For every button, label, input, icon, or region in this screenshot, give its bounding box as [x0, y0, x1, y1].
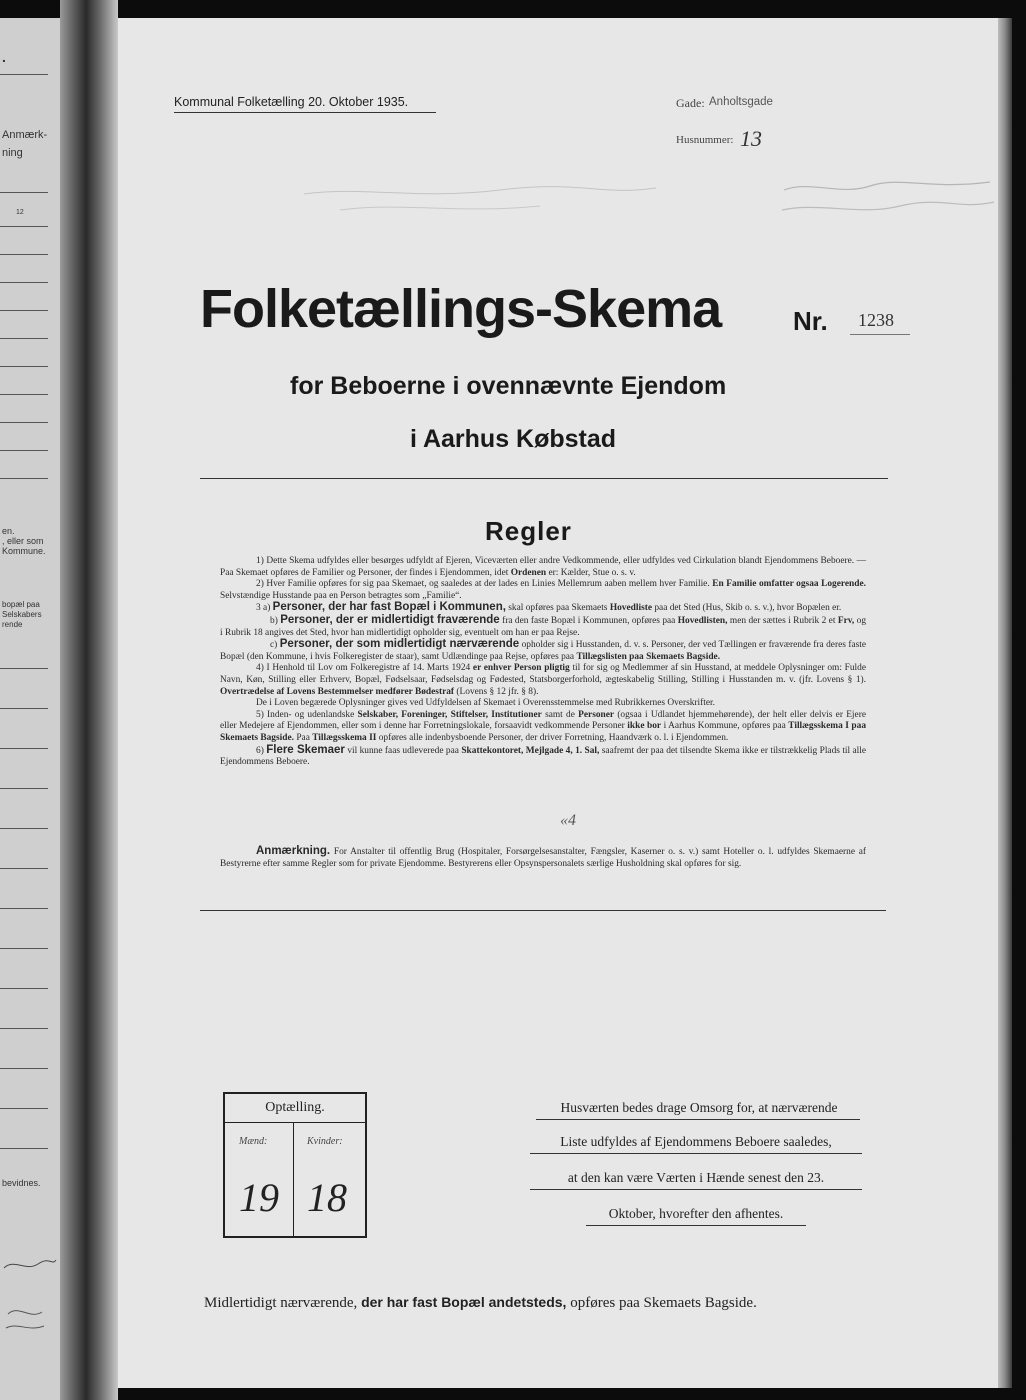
footer-note	[204, 1294, 884, 1312]
form-subtitle-1: for Beboerne i ovennævnte Ejendom	[290, 372, 727, 400]
rule-6: 6) Flere Skemaer vil kunne faas udleverede paa Skattekontoret, Mejlgade 4, 1. Sal, saafremt der paa det tilsendte Skema ikke er tilstrækkelig Plads til alle Ejendommens Beboere.	[220, 743, 867, 768]
left-page-rule	[0, 366, 48, 367]
left-page-rule	[0, 450, 48, 451]
left-page-handwriting	[0, 1228, 60, 1348]
rule-3b: b) Personer, der er midlertidigt fraværende fra den faste Bopæl i Kommunen, opføres paa Hovedlisten, men der sættes i Rubrik 2 et Frv, og i Rubrik 18 angives det Sted, hvor han midlertidigt opholder sig, eventuelt om han er paa Rejse.	[220, 613, 867, 638]
count-divider	[225, 1122, 365, 1123]
left-page-rule	[0, 282, 48, 283]
form-title: Folketællings-Skema	[200, 279, 722, 339]
form-nr-value: 1238	[858, 310, 894, 330]
left-page-rule	[0, 310, 48, 311]
left-page-rule	[0, 868, 48, 869]
left-page-rule	[0, 1148, 48, 1149]
left-page-rule	[0, 254, 48, 255]
form-nr-label: Nr.	[793, 306, 828, 336]
rule-3a: 3 a) Personer, der har fast Bopæl i Kommunen, skal opføres paa Skemaets Hovedliste paa det Sted (Hus, Skib o. s. v.), hvor Bopælen er.	[256, 601, 842, 614]
street-value: Anholtsgade	[709, 96, 773, 108]
men-count: 19	[239, 1175, 279, 1220]
women-count: 18	[307, 1175, 347, 1220]
rule-5: 5) Inden- og udenlandske Selskaber, Foreninger, Stiftelser, Institutioner samt de Personer (ogsaa i Udlandet hjemmehørende), der helt eller delvis er Ejere eller Medejere af Ejendommen, eller som i denne har Forretningslokale, forsaavidt vedkommende Personer ikke bor i Aarhus Kommune, opføres paa Tillægsskema I paa Skemaets Bagside. Paa Tillægsskema II opføres alle indenbysboende Personer, der driver Forretning, Haandværk o. l. i Ejendommen.	[220, 709, 867, 743]
left-page-rule	[0, 1068, 48, 1069]
notice-line-4: Oktober, hvorefter den afhentes.	[608, 1206, 784, 1221]
left-page-rule	[0, 828, 48, 829]
left-page-rule	[0, 478, 48, 479]
house-label: Husnummer:	[676, 134, 734, 146]
book-binding	[60, 0, 118, 1400]
rules-heading: Regler	[485, 516, 572, 546]
left-page-col-num: 12	[16, 209, 24, 216]
page-edge	[998, 18, 1012, 1388]
census-line-underline	[174, 112, 436, 113]
men-label: Mænd:	[239, 1136, 268, 1147]
left-page-rule	[0, 338, 48, 339]
count-box	[223, 1092, 367, 1238]
left-page-rule	[0, 1108, 48, 1109]
left-page-fragment-1: en. , eller som Kommune.	[2, 526, 46, 556]
left-page-rule	[0, 1028, 48, 1029]
footer-bold: der har fast Bopæl andetsteds,	[361, 1294, 567, 1310]
pencil-mark: «4	[560, 812, 576, 829]
form-nr-underline	[850, 334, 910, 335]
note-divider	[200, 910, 886, 911]
left-page-rule	[0, 988, 48, 989]
rule-2: 2) Hver Familie opføres for sig paa Skemaet, og saaledes at der lades en Linies Mellemrum aaben mellem hver Familie. En Familie omfatter ogsaa Logerende. Selvstændige Husstande paa en Person betragtes som „Familie“.	[220, 579, 866, 601]
count-title: Optælling.	[265, 1100, 325, 1115]
left-page-heading: Anmærk- ning	[2, 129, 48, 159]
note-block	[220, 846, 866, 870]
notice-line-1: Husværten bedes drage Omsorg for, at nærværende	[560, 1100, 838, 1115]
street-label: Gade:	[676, 96, 705, 110]
left-page-rule	[0, 748, 48, 749]
rule-1: 1) Dette Skema udfyldes eller besørges udfyldt af Ejeren, Viceværten eller andre Vedkommende, eller udfyldes ved Cirkulation blandt Ejendommens Beboere. — Paa Skemaet opføres de Familier og Personer, der findes i Ejendommen, idet Ordenen er: Kælder, Stue o. s. v.	[220, 556, 866, 578]
left-page-dot: .	[2, 49, 6, 65]
notice-underline	[536, 1119, 860, 1120]
left-page-rule	[0, 708, 48, 709]
notice-line-2: Liste udfyldes af Ejendommens Beboere saaledes,	[560, 1134, 832, 1149]
left-page-rule	[0, 668, 48, 669]
left-page-fragment-2: bopæl paa Selskabers rende	[2, 600, 42, 629]
notice-underline	[530, 1153, 862, 1154]
notice-line-3: at den kan være Værten i Hænde senest den 23.	[567, 1170, 825, 1185]
left-page-rule	[0, 226, 48, 227]
left-page-rule	[0, 192, 48, 193]
census-line: Kommunal Folketælling 20. Oktober 1935.	[174, 95, 409, 109]
title-divider	[200, 478, 888, 479]
left-page-rule	[0, 788, 48, 789]
left-page-rule	[0, 422, 48, 423]
notice-underline	[586, 1225, 806, 1226]
left-page-rule	[0, 74, 48, 75]
rule-3c: c) Personer, der som midlertidigt nærværende opholder sig i Husstanden, d. v. s. Personer, der ved Tællingen er fraværende fra deres faste Bopæl (den Kommune, i hvis Folkeregister de staar), samt Udlændinge paa Rejse, opføres paa Tillægslisten paa Skemaets Bagside.	[220, 638, 867, 662]
note-text: Anmærkning. For Anstalter til offentlig Brug (Hospitaler, Forsørgelsesanstalter, Fængsler, Kaserner o. s. v.) samt Hoteller o. l. udfyldes Skemaerne af Bestyrerne efter samme Regler som for private Ejendomme. Bestyrerens eller Opsynspersonalets særlige Husholdning skal opføres for sig.	[220, 845, 867, 869]
count-column-divider	[293, 1122, 294, 1236]
left-page-rule	[0, 908, 48, 909]
left-page-fragment-3: bevidnes.	[2, 1178, 41, 1188]
form-subtitle-2: i Aarhus Købstad	[410, 425, 617, 453]
left-page-rule	[0, 394, 48, 395]
footer-pre: Midlertidigt nærværende,	[204, 1295, 358, 1311]
left-page-fragment	[0, 18, 60, 1400]
women-label: Kvinder:	[307, 1136, 343, 1147]
rule-4: 4) I Henhold til Lov om Folkeregistre af 14. Marts 1924 er enhver Person pligtig til for sig og Medlemmer af sin Husstand, at meddele Oplysninger om: Fulde Navn, Køn, Stilling eller Erhverv, Bopæl, Fødselsaar, Fødselsdag og Fødested, Statsborgerforhold, ægteskabelig Stilling, Stilling i Husstanden m. v. (jfr. Lovens § 1). Overtrædelse af Lovens Bestemmelser medfører Bødestraf (Lovens § 12 jfr. § 8).	[220, 663, 866, 697]
bleed-through-handwriting	[780, 170, 1000, 230]
left-page-rule	[0, 948, 48, 949]
footer-post: opføres paa Skemaets Bagside.	[570, 1295, 757, 1311]
notice-underline	[530, 1189, 862, 1190]
bleed-through-handwriting	[300, 180, 660, 220]
rules-text	[220, 556, 866, 769]
house-value: 13	[740, 126, 762, 151]
rule-4-continued: De i Loven begærede Oplysninger gives ved Udfyldelsen af Skemaet i Overensstemmelse med Rubrikkernes Overskrifter.	[256, 698, 715, 709]
